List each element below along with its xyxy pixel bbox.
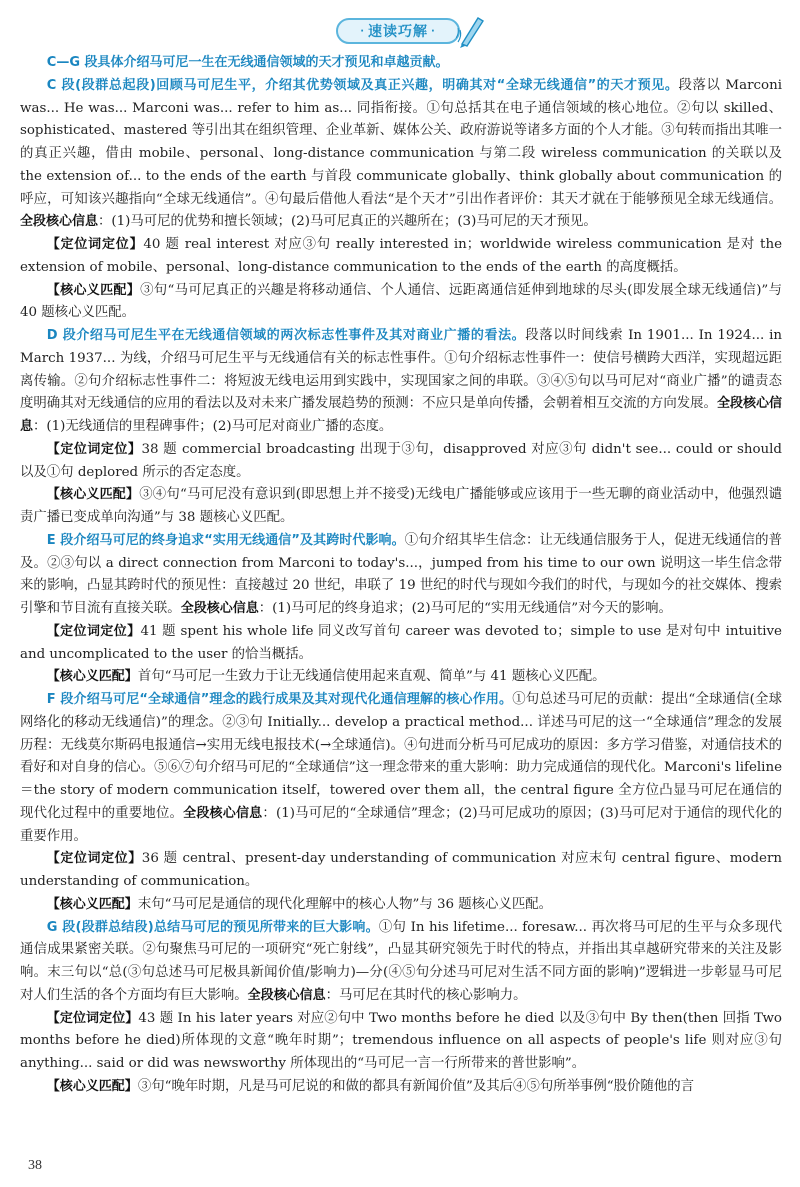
paragraph-lead: C—G 段具体介绍马可尼一生在无线通信领域的天才预见和卓越贡献。: [46, 55, 449, 70]
paragraph-e-summary: [20, 530, 782, 621]
key-info-label: 全段核心信息: [180, 601, 259, 616]
paragraph-overview: [20, 52, 782, 75]
note-text: 41 题 spent his whole life 同义改写首句 career was devoted to；simple to use 是对句中 intuitive and uncomplicated to the user 的恰当概括。: [20, 623, 782, 662]
note-tag: 【定位词定位】: [46, 623, 141, 639]
key-info-label: 全段核心信息: [183, 805, 263, 821]
note-text: ③句“晚年时期，凡是马可尼说的和做的都具有新闻价值”及其后④⑤句所举事例“股价随他的言: [137, 1078, 694, 1094]
paragraph-f-summary: [20, 689, 782, 848]
meaning-match-note: [20, 484, 782, 530]
pen-icon: [456, 14, 486, 48]
key-info-label: 全段核心信息: [20, 214, 99, 230]
locator-note: [20, 848, 782, 894]
key-info-label: 全段核心信息: [20, 396, 782, 434]
key-info-text: ：(1)马可尼的终身追求；(2)马可尼的“实用无线通信”对今天的影响。: [258, 601, 672, 616]
note-text: 40 题 real interest 对应③句 really interested in；worldwide wireless communication 是对 the extension of mobile、personal、long-distance communication to the ends of the earth 的高度概括。: [20, 237, 782, 275]
key-info-label: 全段核心信息: [247, 987, 326, 1003]
key-info-text: ：(1)马可尼的“全球通信”理念；(2)马可尼成功的原因；(3)马可尼对于通信的现代化的重要作用。: [20, 805, 782, 844]
paragraph-lead: F 段介绍马可尼“全球通信”理念的践行成果及其对现代化通信理解的核心作用。: [46, 692, 513, 707]
paragraph-lead: D 段介绍马可尼生平在无线通信领域的两次标志性事件及其对商业广播的看法。: [46, 328, 526, 343]
meaning-match-note: [20, 666, 782, 689]
page-number: 38: [28, 1158, 42, 1173]
paragraph-text: 段落以时间线索 In 1901... In 1924... in March 1937... 为线，介绍马可尼生平与无线通信有关的标志性事件。①句介绍标志性事件一：使信号横跨大西洋，实现超远距离传输。②句介绍标志性事件二：将短波无线电运用到实践中，实现国家之间的串联。③④⑤句以马可尼对“商业广播”的谴责态度明确其对无线通信的应用的看法以及对未来广播发展趋势的预测：不应只是单向传播，会朝着相互交流的方向发展。: [20, 328, 782, 412]
paragraph-c-summary: [20, 75, 782, 234]
note-text: 36 题 central、present-day understanding of communication 对应末句 central figure、modern understanding of communication。: [20, 851, 782, 889]
note-tag: 【核心义匹配】: [46, 1078, 138, 1094]
note-text: 38 题 commercial broadcasting 出现于③句，disapproved 对应③句 didn't see... could or should 以及①句 deplored 所示的否定态度。: [20, 441, 782, 480]
key-info-text: ：马可尼在其时代的核心影响力。: [325, 987, 527, 1003]
key-info-text: ：(1)无线通信的里程碑事件；(2)马可尼对商业广播的态度。: [33, 419, 393, 434]
locator-note: [20, 439, 782, 485]
note-tag: 【定位词定位】: [46, 237, 144, 252]
paragraph-text: ①句总述马可尼的贡献：提出“全球通信(全球网络化的移动无线通信)”的理念。②③句 Initially... develop a practical method... 详述马可尼的这一“全球通信”理念的发展历程：无线莫尔斯码电报通信→实用无线电报技术(→全球通信)。④句进而分析马可尼成功的原因：多方学习借鉴，对通信技术的看好和对自身的信心。⑤⑥⑦句介绍马可尼的“全球通信”这一理念带来的重大影响：助力完成通信的现代化。Marconi's lifeline＝the story of modern communication itself，towered over them all，the central figure 全方位凸显马可尼在通信的现代化过程中的重要地位。: [20, 692, 782, 821]
banner-dot-right: ·: [431, 25, 436, 37]
analysis-body: [20, 52, 782, 1099]
note-text: ③④句“马可尼没有意识到(即思想上并不接受)无线电广播能够或应该用于一些无聊的商业活动中，他强烈谴责广播已变成单向沟通”与 38 题核心义匹配。: [20, 487, 782, 525]
locator-note: [20, 1008, 782, 1076]
meaning-match-note: [20, 894, 782, 917]
note-text: 首句“马可尼一生致力于让无线通信使用起来直观、简单”与 41 题核心义匹配。: [137, 669, 606, 685]
meaning-match-note: [20, 1076, 782, 1099]
banner-dot-left: ·: [360, 25, 365, 37]
paragraph-text: ①句介绍其毕生信念：让无线通信服务于人，促进无线通信的普及。②③句以 a direct connection from Marconi to today's...，jumped from his time to our own 说明这一毕生信念带来的影响，凸显其跨时代的预见性：直接越过 20 世纪，串联了 19 世纪的时代与现如今我们的时代，与现如今的社交媒体、搜索引擎和节目流有直接关联。: [20, 532, 782, 616]
paragraph-g-summary: [20, 917, 782, 1008]
note-tag: 【核心义匹配】: [46, 669, 138, 685]
note-text: ③句“马可尼真正的兴趣是将移动通信、个人通信、远距离通信延伸到地球的尽头(即发展全球无线通信)”与 40 题核心义匹配。: [20, 282, 782, 321]
note-tag: 【定位词定位】: [46, 851, 142, 867]
paragraph-lead: C 段(段群总起段)回顾马可尼生平，介绍其优势领域及真正兴趣，明确其对“全球无线通信”的天才预见。: [46, 77, 679, 93]
banner-title: 速读巧解: [368, 24, 428, 40]
note-tag: 【定位词定位】: [46, 441, 142, 457]
locator-note: [20, 234, 782, 280]
note-text: 43 题 In his later years 对应②句中 Two months before he died 以及③句中 By then(then 回指 Two months before he died)所体现的文意“晚年时期”；tremendous influence on all aspects of people's life 则对应③句 anything... said or did was newsworthy 所体现出的“马可尼一言一行所带来的普世影响”。: [20, 1010, 782, 1071]
meaning-match-note: [20, 280, 782, 326]
paragraph-lead: E 段介绍马可尼的终身追求“实用无线通信”及其跨时代影响。: [46, 532, 405, 548]
key-info-text: ：(1)马可尼的优势和擅长领域；(2)马可尼真正的兴趣所在；(3)马可尼的天才预见。: [98, 214, 597, 230]
paragraph-text: 段落以 Marconi was... He was... Marconi was... refer to him as... 同指衔接。①句总括其在电子通信领域的核心地位。②句以 skilled、sophisticated、mastered 等引出其在组织管理、企业革新、媒体公关、政府游说等诸多方面的个人才能。③句转而指出其唯一的真正兴趣，借由 mobile、personal、long-distance communication 与第二段 wireless communication 的关联以及 the extension of... to the ends of the earth 与首段 communicate globally、think globally about communication 的呼应，可知该兴趣指向“全球无线通信”。④句最后借他人看法“是个天才”引出作者评价：其天才就在于能够预见全球无线通信。: [20, 77, 782, 207]
note-tag: 【定位词定位】: [46, 1010, 139, 1026]
note-text: 末句“马可尼是通信的现代化理解中的核心人物”与 36 题核心义匹配。: [137, 896, 552, 912]
locator-note: [20, 621, 782, 667]
note-tag: 【核心义匹配】: [46, 896, 138, 912]
paragraph-d-summary: [20, 325, 782, 439]
note-tag: 【核心义匹配】: [46, 282, 141, 298]
paragraph-lead: G 段(段群总结段)总结马可尼的预见所带来的巨大影响。: [46, 919, 379, 935]
section-banner: [336, 18, 460, 44]
paragraph-text: ①句 In his lifetime... foresaw... 再次将马可尼的生平与众多现代通信成果紧密关联。②句聚焦马可尼的一项研究“死亡射线”，凸显其研究领先于时代的特点，并指出其卓越研究带来的关注及影响。末三句以“总(③句总述马可尼极具新闻价值/影响力)—分(④⑤句分述马可尼对生活不同方面的影响)”逻辑进一步彰显马可尼对人们生活的各个方面均有巨大影响。: [20, 919, 782, 1003]
section-header: [0, 14, 800, 50]
note-tag: 【核心义匹配】: [46, 487, 140, 503]
